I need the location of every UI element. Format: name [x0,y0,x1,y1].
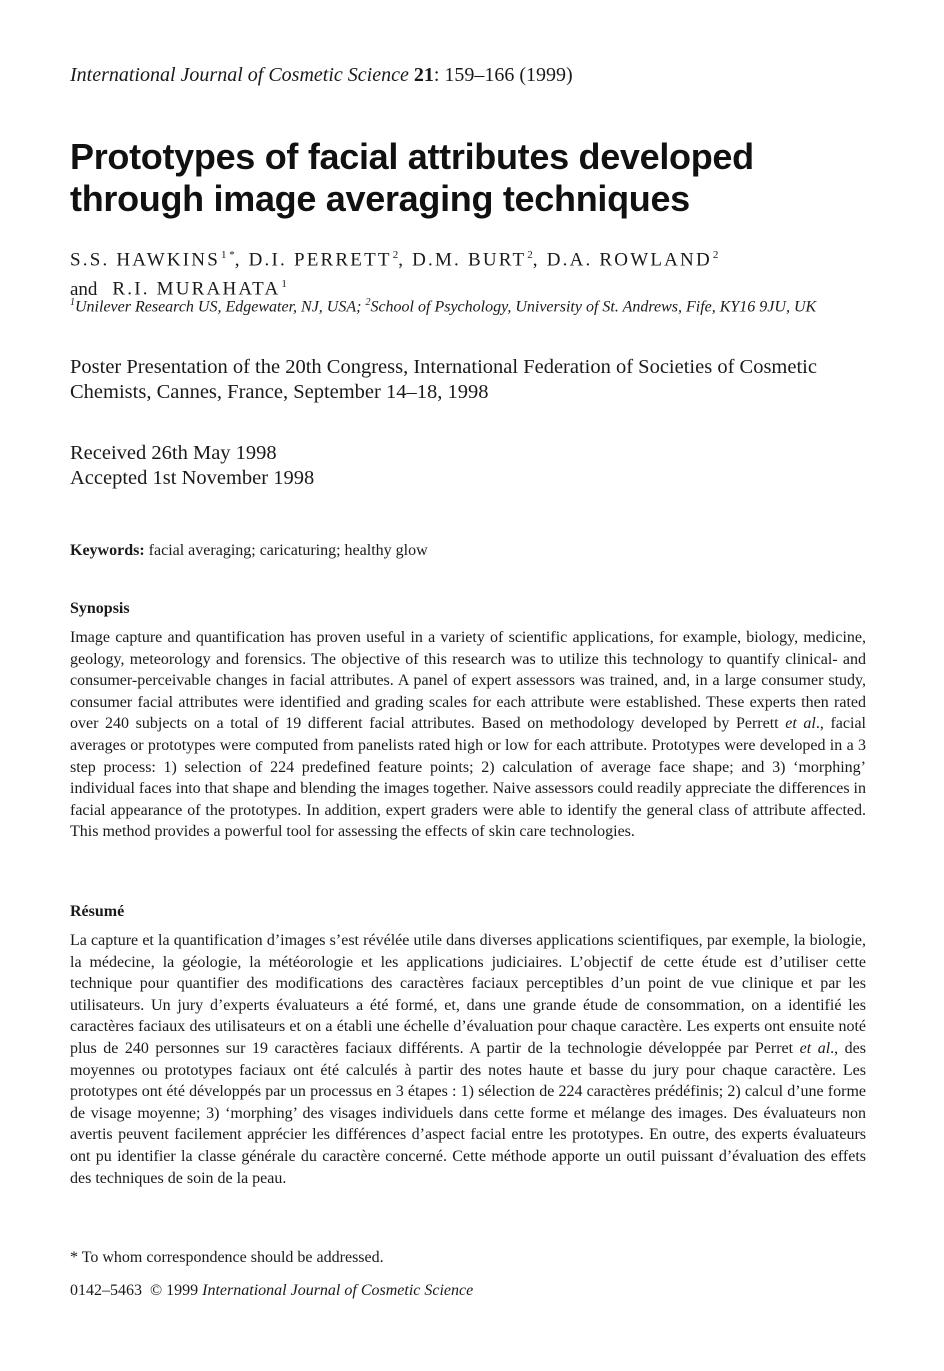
synopsis-etal: et al [785,715,816,733]
resume-heading: Résumé [70,903,125,920]
affiliation-mark: 1 [70,297,75,308]
synopsis-heading: Synopsis [70,600,130,617]
keywords-label: Keywords: [70,542,145,559]
synopsis-text-part: ., facial averages or prototypes were computed from panelists rated high or low for each attribute. Prototypes were developed in a 3 step process: 1) selection of 224 predefined feature points; 2) calculation of average face shape; and 3) ‘morphing’ individual faces into that shape and blending the images together. Naive assessors could readily appreciate the differences in facial appearance of the prototypes. In addition, expert graders were able to identify the general class of attribute affected. This method provides a powerful tool for assessing the effects of skin care technologies. [70,715,866,841]
author-affiliation-mark: 2 [712,249,719,261]
affiliations [70,292,866,317]
keywords-text: facial averaging; caricaturing; healthy glow [144,542,428,559]
journal-volume: 21 [413,64,434,86]
resume-text-part: La capture et la quantification d’images s’est révélée utile dans diverses applications scientifiques, par exemple, la biologie, la médecine, la géologie, la météorologie et les applications judiciaires. L’objectif de cette étude est d’utiliser cette technique pour quantifier des modifications des caractères faciaux perceptibles d’un point de vue clinique et par les utilisateurs. Un jury d’experts évaluateurs a été formé, et, dans une grande étude de consommation, on a identifié les caractères faciaux des utilisateurs et on a établi une échelle d’évaluation pour chaque caractère. Les experts ont ensuite noté plus de 240 personnes sur 19 caractères faciaux différents. A partir de la technologie développée par Perret [70,932,866,1057]
copyright-journal: International Journal of Cosmetic Science [202,1282,474,1299]
author-affiliation-mark: 1 [281,278,287,291]
article-title: Prototypes of facial attributes developed through image averaging techniques [70,136,754,219]
author-affiliation-mark: 2 [392,249,399,261]
issn-code: 0142–5463 [70,1282,142,1299]
poster-presentation-note: Poster Presentation of the 20th Congress, International Federation of Societies of Cosmetic Chemists, Cannes, France, September 14–18, 1998 [70,356,817,403]
copyright-line [70,1282,473,1300]
copyright-year: © 1999 [150,1282,199,1299]
author-list: S.S. $HAWKINS^{1 *}$, D.I. PERRETT$^2$, D.M. BURT$^2$, D.A. ROWLAND$^2$ and R.I. MURAHATA$^1$ [70,249,719,300]
affiliation-mark: 2 [365,297,371,308]
author-name: D.M. BURT [412,249,527,271]
author-name: S.S. HAWKINS [70,249,220,271]
resume-text [70,930,866,1189]
authors-and: and [70,278,98,300]
author-name: R.I. MURAHATA [112,278,281,300]
accepted-date: Accepted 1st November 1998 [70,467,315,489]
affiliation-text: School of Psychology, University of St. Andrews, Fife, KY16 9JU, UK [370,298,817,316]
author-affiliation-mark: 1 * [220,249,235,261]
synopsis-text-part: Image capture and quantification has proven useful in a variety of scientific applications, for example, biology, medicine, geology, meteorology and forensics. The objective of this research was to utilize this technology to quantify clinical- and consumer-perceivable changes in facial attributes. A panel of expert assessors was trained, and, in a large consumer study, consumer facial attributes were identified and grading scales for each attribute were established. These experts then rated over 240 subjects on a total of 19 different facial attributes. Based on methodology developed by Perrett [70,629,866,733]
author-name: D.A. ROWLAND [546,249,712,271]
resume-etal: et al [799,1039,831,1057]
journal-citation [70,64,573,87]
affiliation-text: Unilever Research US, Edgewater, NJ, USA; [75,298,366,316]
correspondence-footnote: * To whom correspondence should be addressed. [70,1249,384,1266]
journal-name: International Journal of Cosmetic Science [70,64,409,86]
article-dates [70,441,314,491]
resume-text-part: ., des moyennes ou prototypes faciaux ont été calculés à partir des notes haute et basse du jury pour chaque caractère. Les prototypes ont été développés par un processus en 3 étapes : 1) sélection de 224 caractères prédéfinis; 2) calcul d’une forme de visage moyenne; 3) ‘morphing’ des visages individuels dans cette forme et mélange des images. Des évaluateurs non avertis peuvent facilement apprécier les différences d’aspect facial entre les prototypes. En outre, des experts évaluateurs ont pu identifier la classe générale du caractère concerné. Cette méthode apporte un outil puissant d’évaluation des effets des techniques de soin de la peau. [70,1039,867,1187]
author-name: D.I. PERRETT [248,249,392,271]
received-date: Received 26th May 1998 [70,442,277,464]
journal-pages-year: : 159–166 (1999) [433,64,573,86]
keywords [70,541,428,561]
author-affiliation-mark: 2 [527,249,533,261]
synopsis-text [70,627,866,843]
